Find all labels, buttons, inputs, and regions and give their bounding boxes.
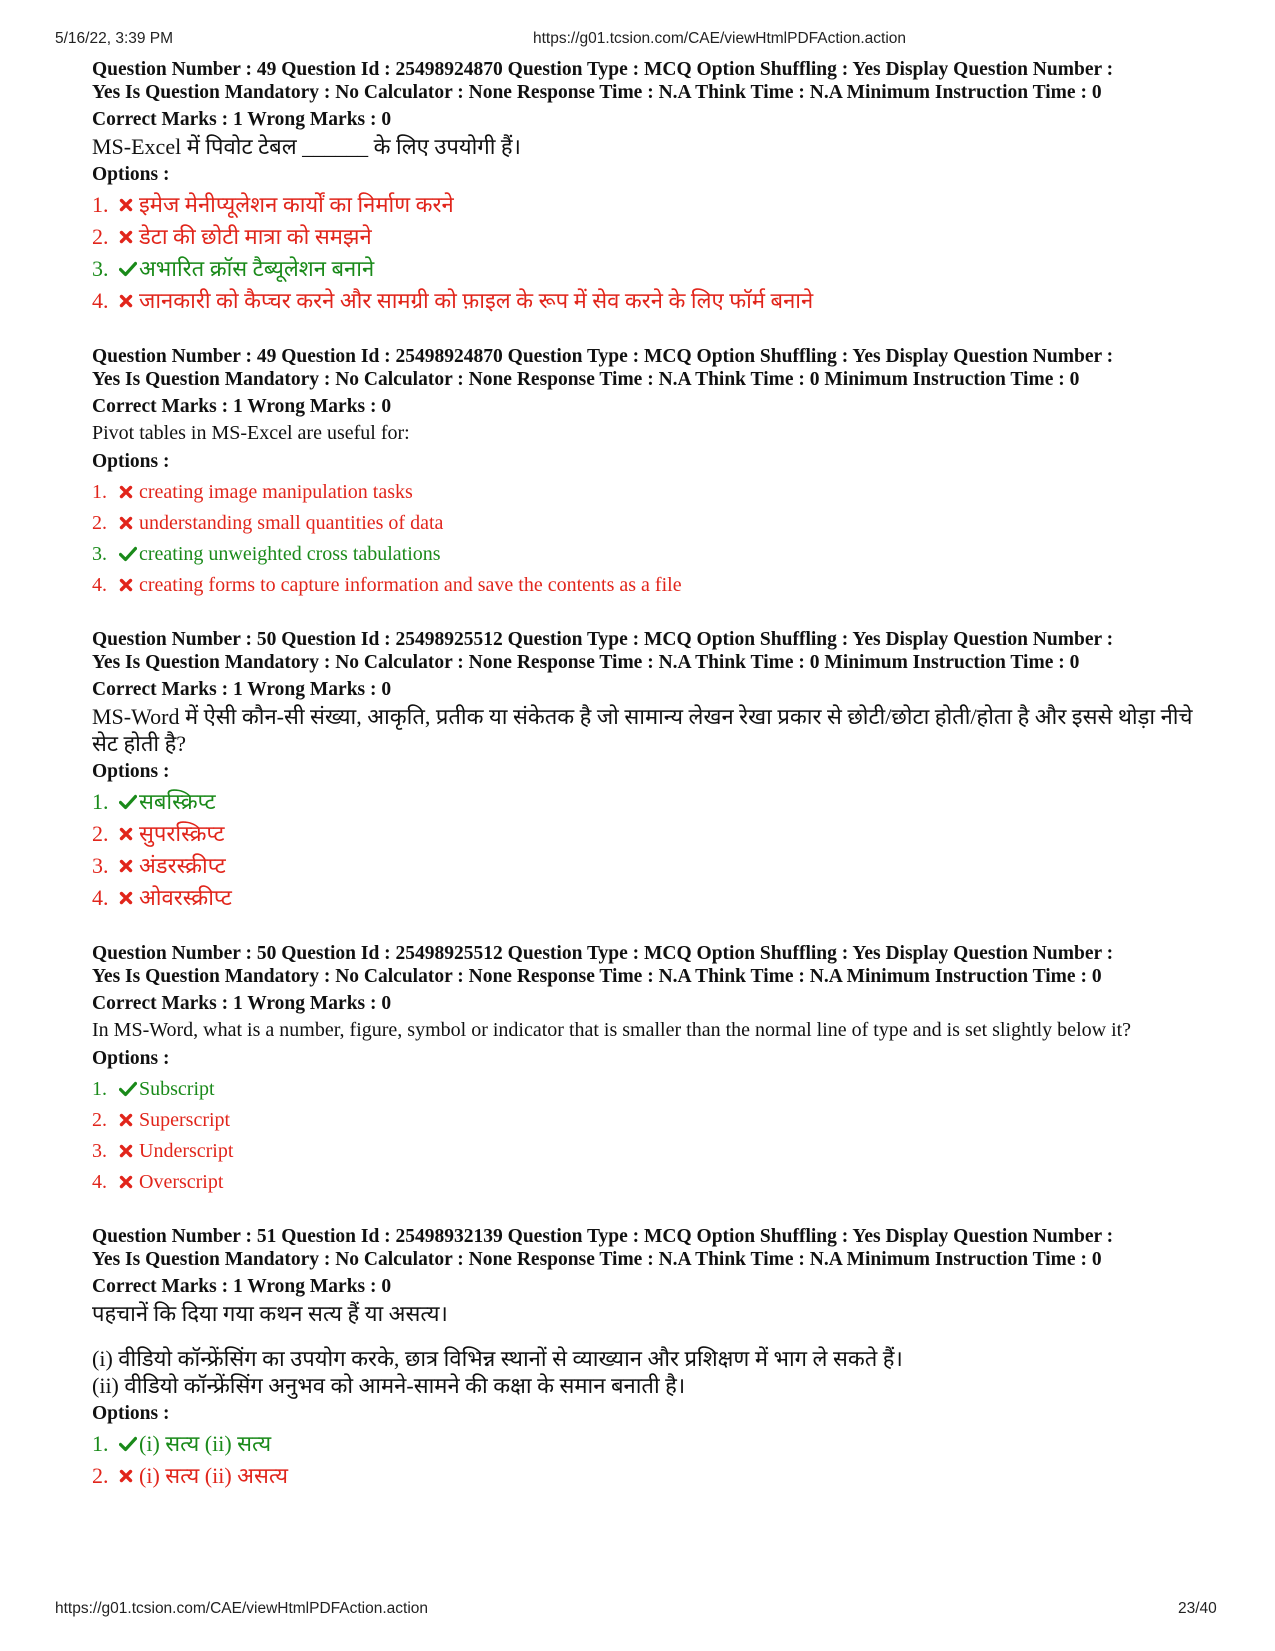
question-text: पहचानें कि दिया गया कथन सत्य हैं या असत्य। [92,1301,448,1326]
option-text: creating image manipulation tasks [139,480,413,503]
check-icon [119,1436,139,1452]
cross-icon [119,485,139,499]
option-text: creating forms to capture information and save the contents as a file [139,573,682,596]
option-row [92,882,1212,914]
check-icon [119,1081,139,1097]
cross-icon [119,1469,139,1483]
cross-icon [119,827,139,841]
question-block [92,345,1212,600]
options-label: Options : [92,761,170,782]
option-row [92,507,1212,538]
option-number: 1. [92,1431,109,1456]
options-label: Options : [92,1048,170,1069]
option-text: (i) सत्य (ii) असत्य [139,1463,288,1488]
option-row [92,189,1212,221]
question-meta-line-2: Yes Is Question Mandatory : No Calculator : None Response Time : N.A Think Time : 0 Minimum Instruction Time : 0 [92,369,1080,390]
option-text: Overscript [139,1170,224,1193]
option-row [92,818,1212,850]
option-row [92,1135,1212,1166]
cross-icon [119,1144,139,1158]
option-row [92,1073,1212,1104]
cross-icon [119,294,139,308]
question-marks: Correct Marks : 1 Wrong Marks : 0 [92,396,392,417]
option-row [92,1104,1212,1135]
options-label: Options : [92,1403,170,1424]
question-meta-line-2: Yes Is Question Mandatory : No Calculator : None Response Time : N.A Think Time : N.A Minimum Instruction Time : 0 [92,966,1102,987]
question-meta-line-1: Question Number : 51 Question Id : 25498932139 Question Type : MCQ Option Shuffling : Yes Display Question Number : [92,1226,1114,1247]
option-row [92,476,1212,507]
option-text: creating unweighted cross tabulations [139,542,441,565]
question-marks: Correct Marks : 1 Wrong Marks : 0 [92,993,392,1014]
question-statement: (ii) वीडियो कॉन्फ्रेंसिंग अनुभव को आमने-सामने की कक्षा के समान बनाती है। [92,1373,686,1398]
option-row [92,221,1212,253]
option-row [92,1166,1212,1197]
question-marks: Correct Marks : 1 Wrong Marks : 0 [92,1276,392,1297]
question-block [92,942,1212,1197]
cross-icon [119,516,139,530]
option-number: 2. [92,511,107,534]
options-label: Options : [92,451,170,472]
option-row [92,1428,1212,1460]
check-icon [119,794,139,810]
option-row [92,850,1212,882]
question-block [92,1225,1212,1492]
option-text: Superscript [139,1108,231,1131]
option-text: Subscript [139,1077,215,1100]
option-text: understanding small quantities of data [139,511,444,534]
cross-icon [119,198,139,212]
option-text: अभारित क्रॉस टैब्यूलेशन बनाने [139,256,375,281]
option-row [92,1460,1212,1492]
question-list [92,58,1212,1492]
option-text: (i) सत्य (ii) सत्य [139,1431,272,1456]
question-text: MS-Excel में पिवोट टेबल ______ के लिए उपयोगी हैं। [92,134,521,159]
question-block [92,58,1212,317]
question-meta-line-1: Question Number : 50 Question Id : 25498925512 Question Type : MCQ Option Shuffling : Yes Display Question Number : [92,943,1114,964]
question-marks: Correct Marks : 1 Wrong Marks : 0 [92,679,392,700]
question-block [92,628,1212,914]
option-text: सुपरस्क्रिप्ट [139,821,225,846]
question-marks: Correct Marks : 1 Wrong Marks : 0 [92,109,392,130]
question-meta-line-2: Yes Is Question Mandatory : No Calculator : None Response Time : N.A Think Time : N.A Minimum Instruction Time : 0 [92,82,1102,103]
print-footer-url: https://g01.tcsion.com/CAE/viewHtmlPDFAction.action [55,1600,429,1617]
print-header-url: https://g01.tcsion.com/CAE/viewHtmlPDFAction.action [533,30,907,47]
option-row [92,786,1212,818]
option-number: 2. [92,224,109,249]
option-number: 4. [92,573,107,596]
option-text: ओवरस्क्रीप्ट [139,885,232,910]
check-icon [119,546,139,562]
options-label: Options : [92,164,170,185]
option-row [92,538,1212,569]
option-text: डेटा की छोटी मात्रा को समझने [139,224,372,249]
question-meta-line-1: Question Number : 49 Question Id : 25498924870 Question Type : MCQ Option Shuffling : Yes Display Question Number : [92,346,1114,367]
option-number: 2. [92,821,109,846]
cross-icon [119,230,139,244]
cross-icon [119,1113,139,1127]
question-meta-line-1: Question Number : 49 Question Id : 25498924870 Question Type : MCQ Option Shuffling : Yes Display Question Number : [92,59,1114,80]
cross-icon [119,578,139,592]
option-row [92,285,1212,317]
cross-icon [119,1175,139,1189]
option-number: 3. [92,853,109,878]
page-number: 23/40 [1178,1600,1217,1617]
option-number: 4. [92,1170,107,1193]
question-text: MS-Word में ऐसी कौन-सी संख्या, आकृति, प्रतीक या संकेतक है जो सामान्य लेखन रेखा प्रकार से छोटी/छोटा होती/होता है और इससे थोड़ा नीचे सेट होती है? [92,704,1193,756]
option-number: 3. [92,542,107,565]
question-meta-line-1: Question Number : 50 Question Id : 25498925512 Question Type : MCQ Option Shuffling : Yes Display Question Number : [92,629,1114,650]
question-meta-line-2: Yes Is Question Mandatory : No Calculator : None Response Time : N.A Think Time : 0 Minimum Instruction Time : 0 [92,652,1080,673]
option-number: 1. [92,192,109,217]
option-number: 1. [92,480,107,503]
option-text: Underscript [139,1139,234,1162]
print-datetime: 5/16/22, 3:39 PM [55,30,174,47]
question-statement: (i) वीडियो कॉन्फ्रेंसिंग का उपयोग करके, छात्र विभिन्न स्थानों से व्याख्यान और प्रशिक्षण में भाग ले सकते हैं। [92,1346,903,1371]
question-text: In MS-Word, what is a number, figure, symbol or indicator that is smaller than the normal line of type and is set slightly below it? [92,1019,1132,1041]
check-icon [119,261,139,277]
option-text: सबस्क्रिप्ट [139,789,216,814]
cross-icon [119,859,139,873]
option-text: अंडरस्क्रीप्ट [139,853,226,878]
option-number: 4. [92,288,109,313]
option-number: 2. [92,1108,107,1131]
option-number: 3. [92,1139,107,1162]
option-text: जानकारी को कैप्चर करने और सामग्री को फ़ाइल के रूप में सेव करने के लिए फॉर्म बनाने [139,288,814,313]
question-meta-line-2: Yes Is Question Mandatory : No Calculator : None Response Time : N.A Think Time : N.A Minimum Instruction Time : 0 [92,1249,1102,1270]
cross-icon [119,891,139,905]
question-text: Pivot tables in MS-Excel are useful for: [92,422,410,444]
option-row [92,253,1212,285]
option-row [92,569,1212,600]
option-number: 2. [92,1463,109,1488]
option-number: 4. [92,885,109,910]
option-number: 1. [92,1077,107,1100]
option-text: इमेज मेनीप्यूलेशन कार्यों का निर्माण करने [139,192,454,217]
option-number: 1. [92,789,109,814]
option-number: 3. [92,256,109,281]
